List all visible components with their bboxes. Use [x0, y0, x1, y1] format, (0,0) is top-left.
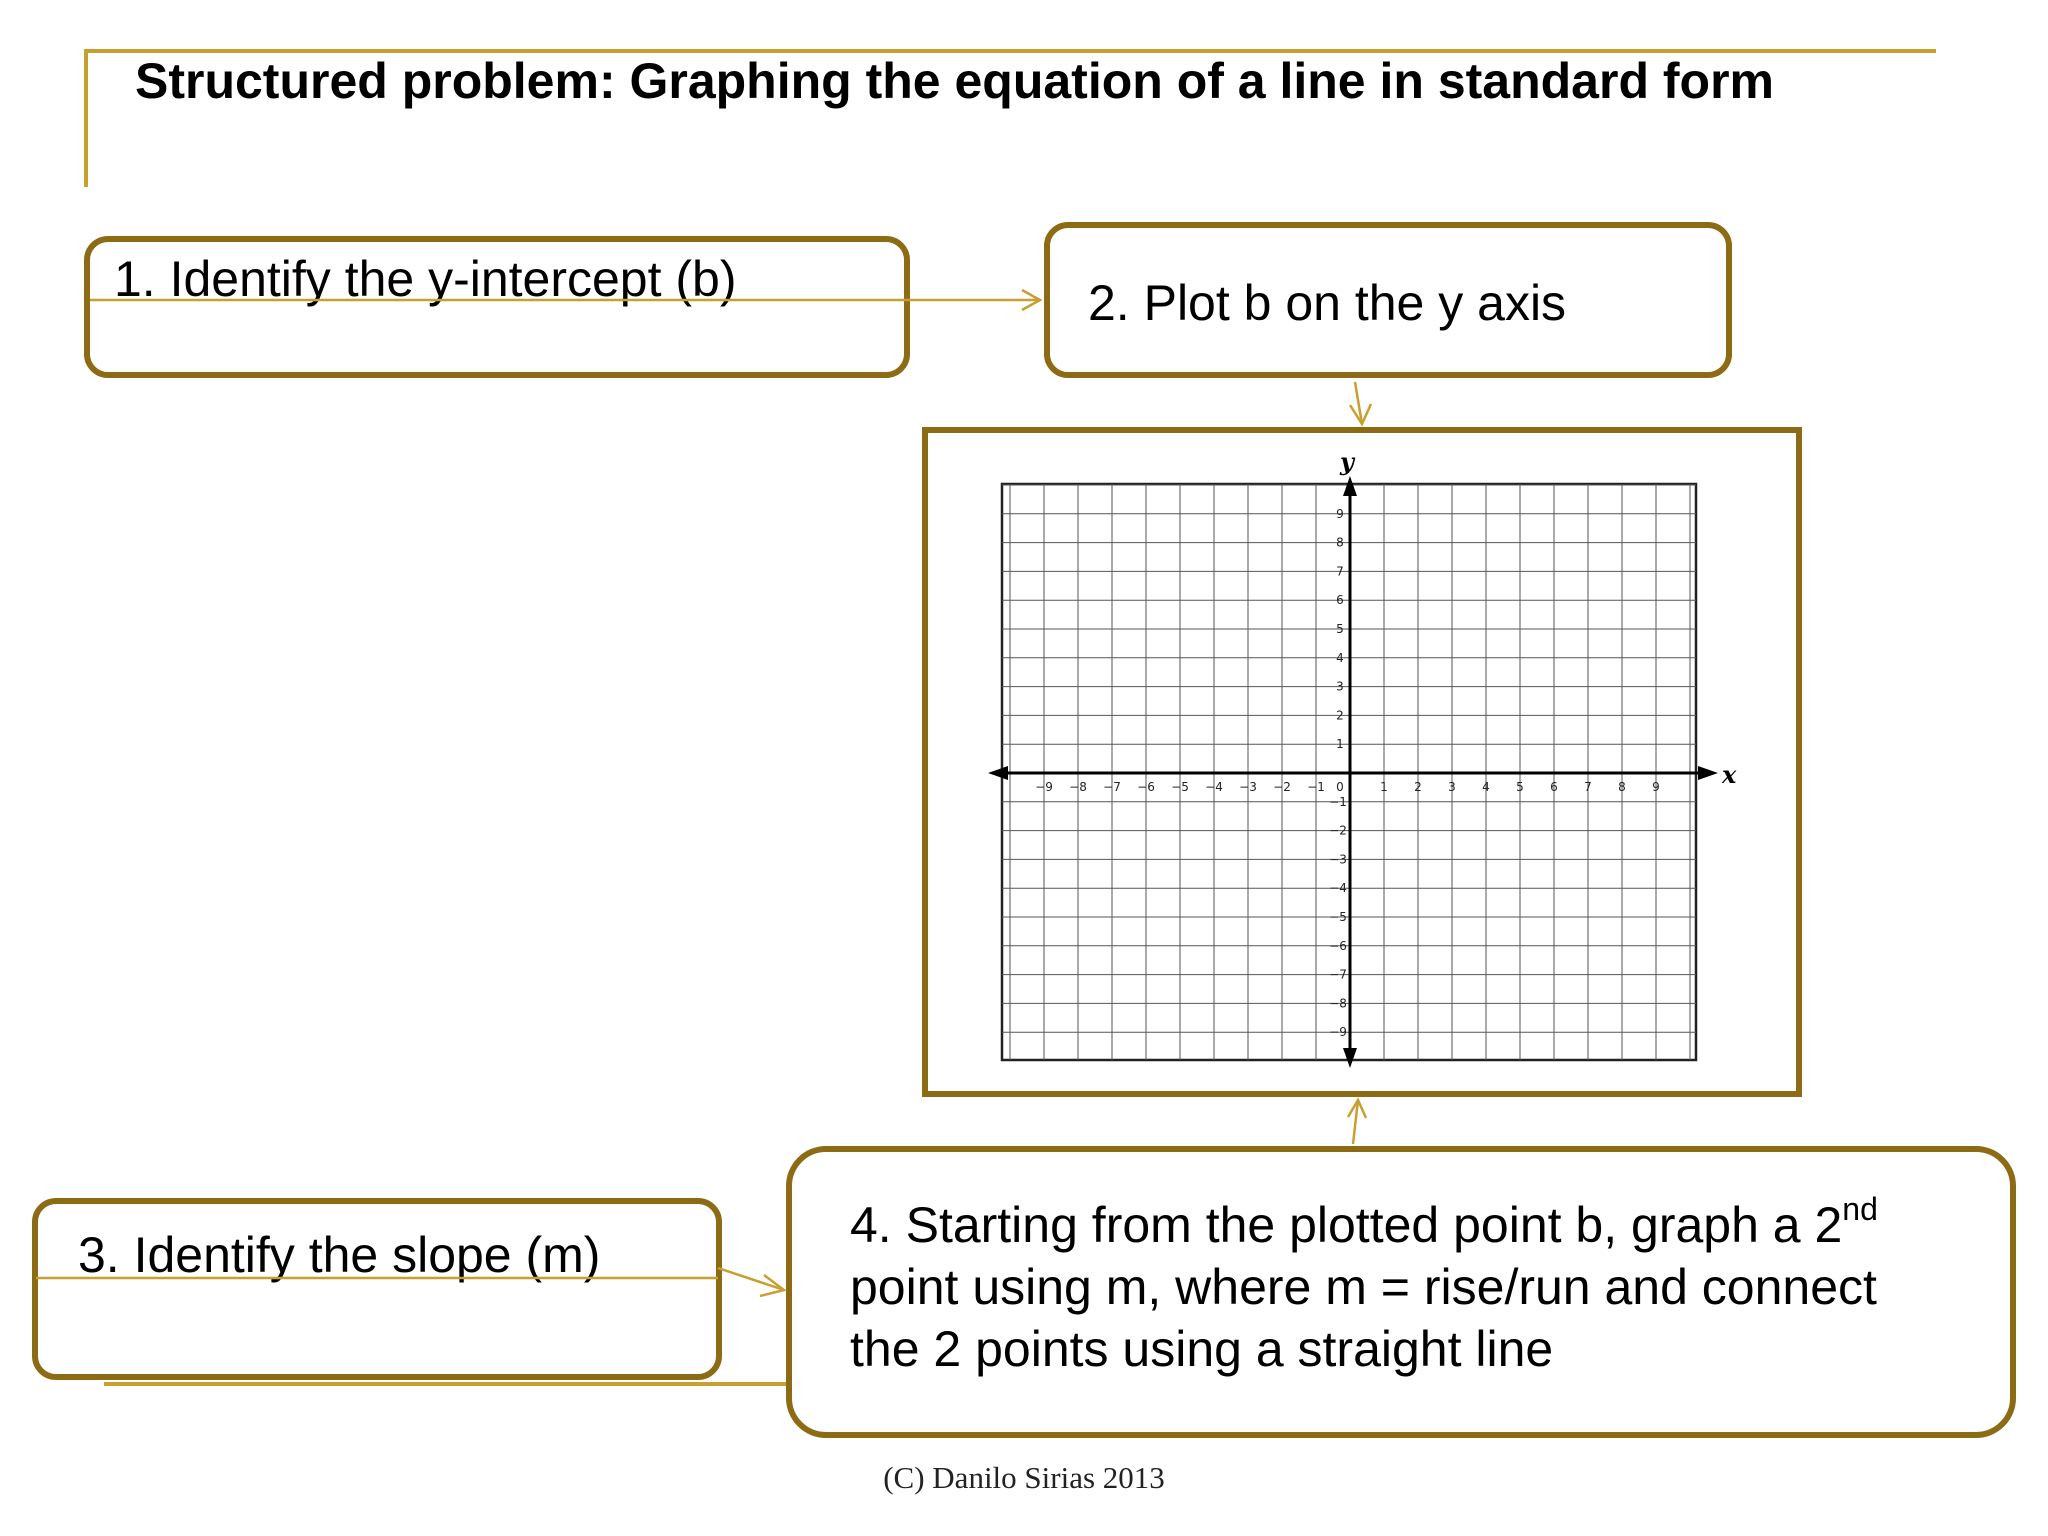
step1-text: 1. Identify the y-intercept (b) [114, 251, 737, 307]
x-tick-label: −3 [1239, 780, 1257, 794]
y-tick-label: 8 [1336, 535, 1344, 550]
step4-line2: point using m, where m = rise/run and connect [850, 1259, 1877, 1315]
graph-panel [922, 427, 1802, 1097]
x-tick-label: −2 [1273, 780, 1291, 794]
y-tick-label: −2 [1329, 823, 1347, 838]
step2-text: 2. Plot b on the y axis [1088, 275, 1567, 331]
x-tick-label: 1 [1380, 780, 1388, 794]
step3-text: 3. Identify the slope (m) [78, 1227, 601, 1283]
arrow-step4-to-graph [1353, 1100, 1358, 1144]
y-tick-label: −4 [1329, 881, 1347, 896]
y-tick-label: 1 [1336, 737, 1344, 752]
arrow-head-graph-top [1350, 404, 1371, 424]
y-tick-label: 2 [1336, 708, 1344, 723]
x-tick-label: 3 [1448, 780, 1456, 794]
x-tick-label: −7 [1103, 780, 1121, 794]
y-tick-label: 5 [1336, 622, 1344, 636]
y-tick-label: 9 [1336, 506, 1344, 521]
y-tick-label: −6 [1329, 938, 1347, 953]
y-tick-label: 7 [1336, 564, 1344, 579]
x-tick-label: −6 [1137, 780, 1155, 794]
x-tick-label: 7 [1584, 780, 1592, 794]
x-tick-label: 5 [1516, 780, 1524, 794]
y-tick-label: 3 [1336, 679, 1344, 694]
y-tick-label: −8 [1329, 996, 1347, 1011]
y-tick-label: −7 [1329, 967, 1347, 982]
step4-line1-text: 4. Starting from the plotted point b, graph a 2 [850, 1197, 1843, 1253]
y-axis-label: y [1340, 447, 1354, 476]
x-axis-label: x [1722, 760, 1737, 789]
y-tick-label: −3 [1329, 852, 1347, 867]
step4-line3: the 2 points using a straight line [850, 1321, 1554, 1377]
y-tick-label: −1 [1329, 794, 1347, 809]
slide-title: Structured problem: Graphing the equation of a line in standard form [135, 53, 1774, 109]
x-tick-label: 0 [1336, 780, 1344, 794]
arrow-step2-to-graph [1355, 382, 1362, 424]
y-tick-label: −9 [1329, 1025, 1347, 1040]
y-tick-label: 4 [1336, 650, 1344, 665]
x-tick-label: 9 [1652, 780, 1660, 794]
step4-line1 [850, 1191, 1878, 1256]
x-tick-label: −4 [1205, 780, 1223, 794]
x-tick-label: −8 [1069, 780, 1087, 794]
arrow-step3-to-step4 [718, 1268, 784, 1290]
step4-superscript: nd [1842, 1191, 1878, 1228]
arrow-head-step4 [760, 1275, 784, 1296]
arrow-head-graph-bottom [1348, 1100, 1366, 1118]
x-tick-label: 8 [1618, 780, 1626, 794]
copyright-credit: (C) Danilo Sirias 2013 [883, 1460, 1165, 1495]
x-tick-label: 2 [1414, 780, 1422, 794]
title-left-rule [84, 49, 88, 187]
y-tick-label: 6 [1336, 593, 1344, 608]
x-tick-label: −9 [1035, 780, 1053, 794]
arrow-head-step2 [1022, 290, 1040, 310]
y-tick-label: −5 [1329, 910, 1347, 924]
x-tick-label: −5 [1171, 780, 1189, 794]
x-tick-label: 4 [1482, 780, 1490, 794]
x-tick-label: −1 [1307, 780, 1325, 794]
x-tick-label: 6 [1550, 780, 1558, 794]
